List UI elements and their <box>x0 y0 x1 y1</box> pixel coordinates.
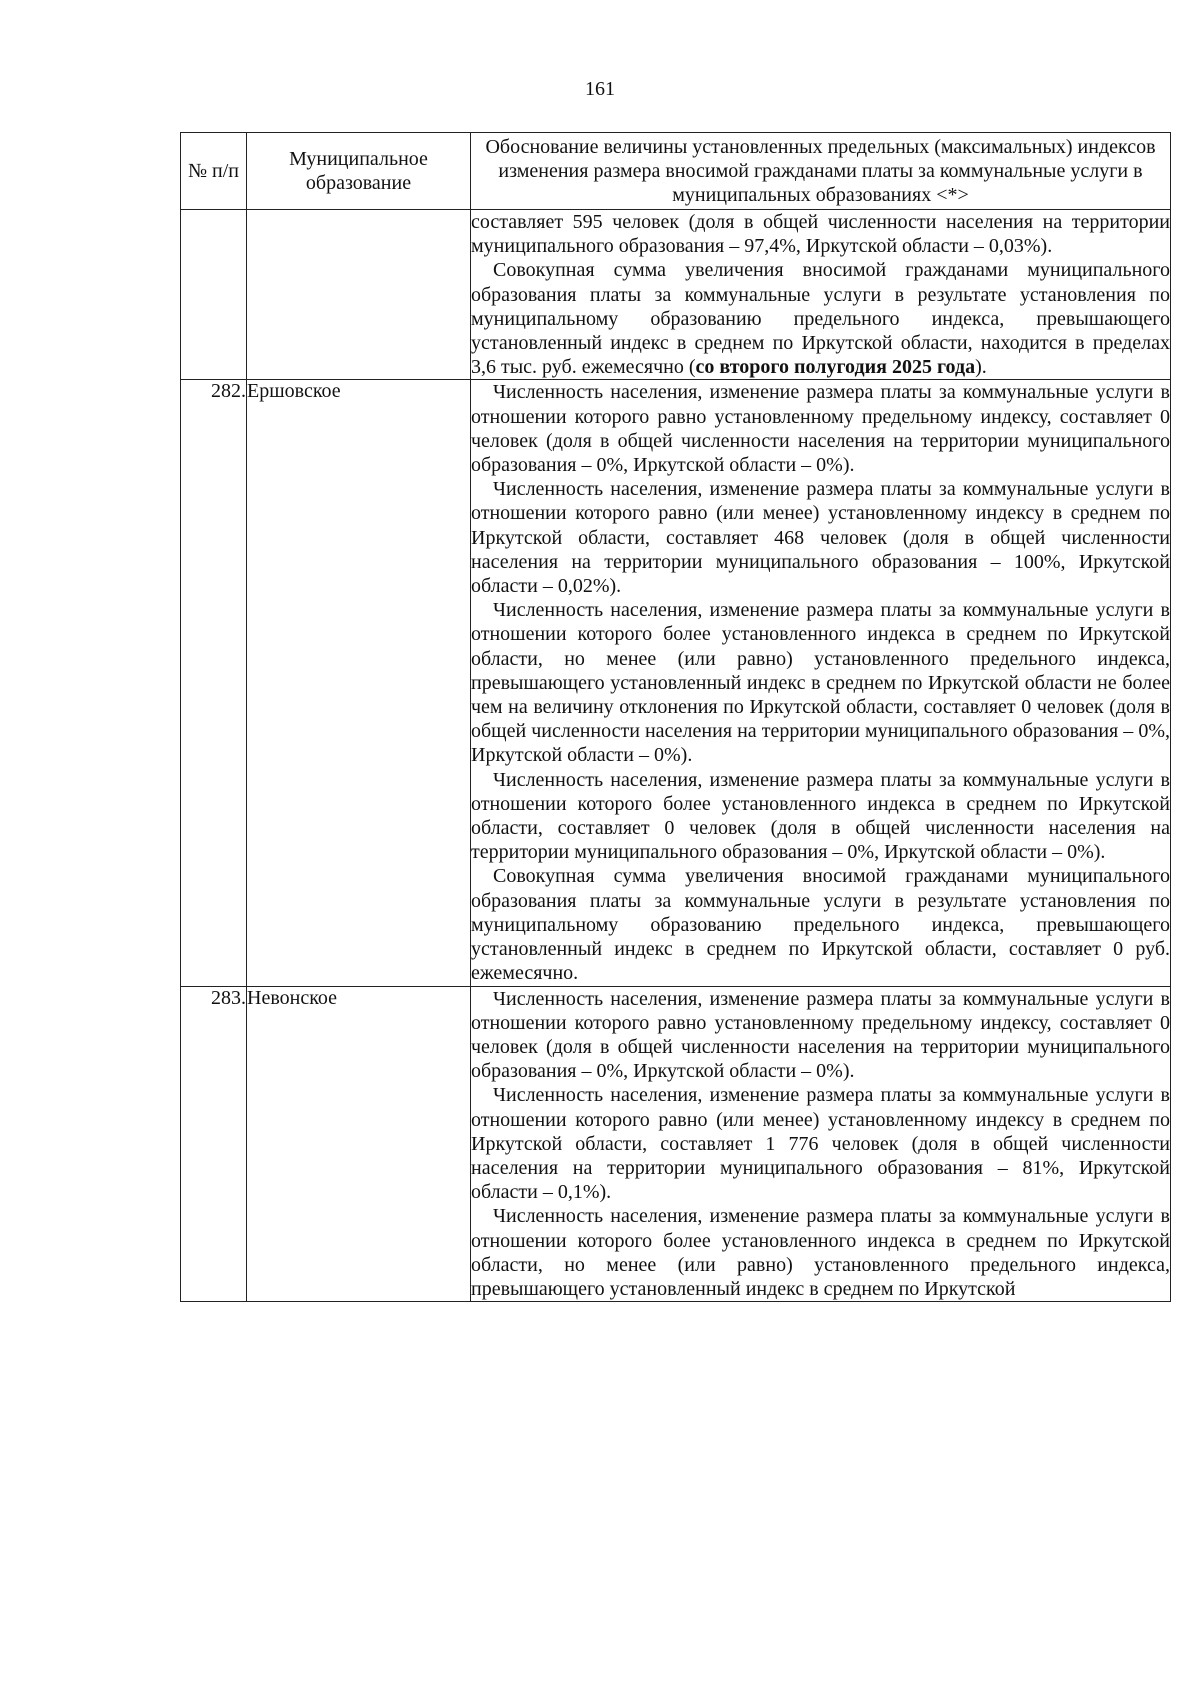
justification-table <box>180 132 1171 1302</box>
row-number: 283. <box>181 986 247 1302</box>
row-number: 282. <box>181 380 247 986</box>
table-header-row <box>181 133 1171 210</box>
bold-period-note: со второго полугодия 2025 года <box>695 356 976 379</box>
paragraph: Численность населения, изменение размера платы за коммунальные услуги в отношении которого равно установленному предельному индексу, составляет 0 человек (доля в общей численности населения на территории муниципального образования – 0%, Иркутской области – 0%). <box>471 987 1170 1083</box>
row-number <box>181 210 247 380</box>
municipality-name: Невонское <box>247 986 471 1302</box>
paragraph: Совокупная сумма увеличения вносимой гражданами муниципального образования платы за коммунальные услуги в результате установления по муниципальному образованию предельного индекса, превышающего установленный индекс в среднем по Иркутской области, составляет 0 руб. ежемесячно. <box>471 865 1170 985</box>
municipality-name <box>247 210 471 380</box>
header-justification: Обоснование величины установленных предельных (максимальных) индексов изменения размера вносимой гражданами платы за коммунальные услуги в муниципальных образованиях <*> <box>471 133 1171 210</box>
paragraph: Численность населения, изменение размера платы за коммунальные услуги в отношении которого более установленного индекса в среднем по Иркутской области, но менее (или равно) установленного предельного индекса, превышающего установленный индекс в среднем по Иркутской <box>471 1205 1170 1300</box>
header-municipality: Муниципальное образование <box>247 133 471 210</box>
paragraph: Численность населения, изменение размера платы за коммунальные услуги в отношении которого более установленного индекса в среднем по Иркутской области, но менее (или равно) установленного предельного индекса, превышающего установленный индекс в среднем по Иркутской области не более чем на величину отклонения по Иркутской области, составляет 0 человек (доля в общей численности населения на территории муниципального образования – 0%, Иркутской области – 0%). <box>471 599 1170 767</box>
justification-cell <box>471 210 1171 380</box>
municipality-name: Ершовское <box>247 380 471 986</box>
table-row <box>181 986 1171 1302</box>
table-row <box>181 380 1171 986</box>
justification-cell <box>471 986 1171 1302</box>
paragraph: составляет 595 человек (доля в общей численности населения на территории муниципального образования – 97,4%, Иркутской области – 0,03%). <box>471 211 1170 258</box>
header-num: № п/п <box>181 133 247 210</box>
paragraph-end: ). <box>975 356 987 379</box>
paragraph: Численность населения, изменение размера платы за коммунальные услуги в отношении которого равно установленному предельному индексу, составляет 0 человек (доля в общей численности населения на территории муниципального образования – 0%, Иркутской области – 0%). <box>471 381 1170 477</box>
page-number: 161 <box>585 78 615 100</box>
justification-cell <box>471 380 1171 986</box>
paragraph: Численность населения, изменение размера платы за коммунальные услуги в отношении которого равно (или менее) установленному индексу в среднем по Иркутской области, составляет 468 человек (доля в общей численности населения на территории муниципального образования – 100%, Иркутской области – 0,02%). <box>471 478 1170 598</box>
paragraph: Численность населения, изменение размера платы за коммунальные услуги в отношении которого равно (или менее) установленному индексу в среднем по Иркутской области, составляет 1 776 человек (доля в общей численности населения на территории муниципального образования – 81%, Иркутской области – 0,1%). <box>471 1084 1170 1204</box>
paragraph: Численность населения, изменение размера платы за коммунальные услуги в отношении которого более установленного индекса в среднем по Иркутской области, составляет 0 человек (доля в общей численности населения на территории муниципального образования – 0%, Иркутской области – 0%). <box>471 768 1170 864</box>
table-row <box>181 210 1171 380</box>
paragraph-text: Совокупная сумма увеличения вносимой гражданами муниципального образования платы за коммунальные услуги в результате установления по муниципальному образованию предельного индекса, превышающего установленный индекс в среднем по Иркутской области, находится в пределах 3,6 тыс. руб. ежемесячно ( <box>471 259 1170 379</box>
paragraph <box>471 258 1170 379</box>
